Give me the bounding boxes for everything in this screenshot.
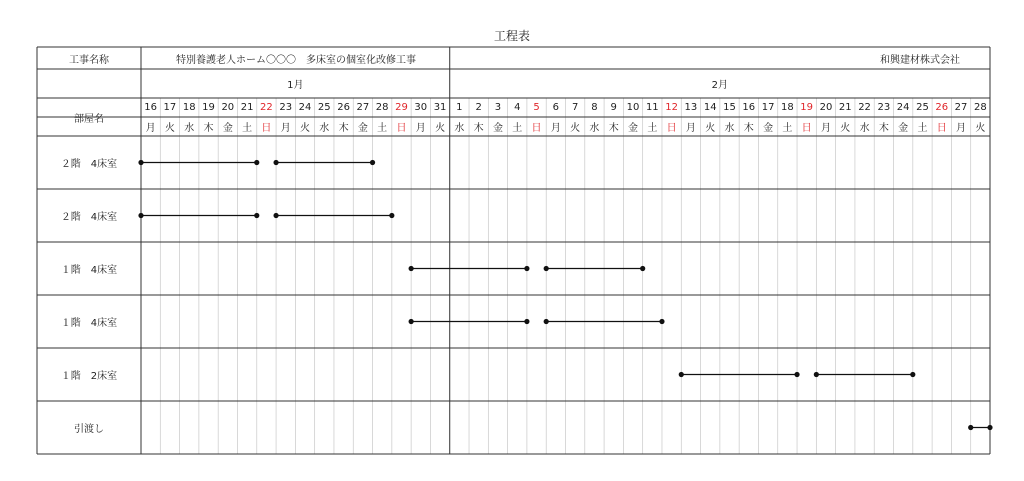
- weekday-label: 木: [608, 123, 619, 134]
- weekday-label: 火: [840, 123, 851, 134]
- day-number: 20: [819, 102, 833, 113]
- weekday-label: 木: [203, 123, 214, 134]
- day-number: 21: [838, 102, 852, 113]
- day-number: 17: [761, 102, 775, 113]
- weekday-label: 金: [357, 123, 368, 134]
- company-name: 和興建材株式会社: [880, 54, 960, 66]
- weekday-label: 木: [338, 123, 349, 134]
- day-number: 5: [533, 102, 540, 113]
- day-number: 22: [858, 102, 871, 113]
- day-number: 14: [703, 102, 717, 113]
- day-number: 11: [645, 102, 659, 113]
- weekday-label: 日: [396, 123, 407, 134]
- weekday-label: 日: [261, 123, 272, 134]
- weekday-label: 金: [628, 123, 639, 134]
- weekday-label: 日: [666, 123, 677, 134]
- day-number: 4: [514, 102, 521, 113]
- weekday-label: 月: [956, 123, 967, 134]
- room-name: ２階 4床室: [60, 159, 118, 170]
- weekday-label: 水: [859, 123, 870, 134]
- month-label: 1月: [287, 80, 304, 91]
- day-number: 23: [279, 102, 293, 113]
- room-name: １階 4床室: [60, 265, 118, 276]
- weekday-label: 金: [222, 123, 233, 134]
- day-number: 19: [800, 102, 814, 113]
- day-number: 26: [935, 102, 949, 113]
- weekday-label: 月: [685, 123, 696, 134]
- room-name: １階 2床室: [60, 371, 118, 382]
- weekday-label: 水: [454, 123, 465, 134]
- room-name: 引渡し: [74, 424, 104, 435]
- weekday-label: 月: [415, 123, 426, 134]
- weekday-label: 水: [184, 123, 195, 134]
- weekday-label: 木: [743, 123, 754, 134]
- weekday-label: 月: [145, 123, 156, 134]
- day-number: 24: [298, 102, 312, 113]
- weekday-label: 木: [473, 123, 484, 134]
- day-number: 28: [375, 102, 389, 113]
- day-number: 15: [723, 102, 736, 113]
- day-number: 26: [337, 102, 350, 113]
- day-number: 13: [684, 102, 698, 113]
- day-number: 21: [240, 102, 254, 113]
- room-name: ２階 4床室: [60, 212, 118, 223]
- weekday-label: 日: [531, 123, 542, 134]
- day-number: 6: [552, 102, 560, 113]
- weekday-label: 金: [763, 123, 774, 134]
- weekday-label: 火: [570, 123, 581, 134]
- weekday-label: 土: [647, 123, 658, 134]
- day-number: 29: [395, 102, 408, 113]
- day-number: 18: [781, 102, 794, 113]
- weekday-label: 水: [724, 123, 735, 134]
- weekday-label: 火: [975, 123, 986, 134]
- weekday-label: 火: [435, 123, 446, 134]
- day-number: 27: [954, 102, 968, 113]
- day-number: 22: [260, 102, 273, 113]
- room-name: １階 4床室: [60, 318, 118, 329]
- project-label: 工事名称: [69, 54, 109, 66]
- weekday-label: 日: [936, 123, 947, 134]
- day-number: 3: [494, 102, 502, 113]
- weekday-label: 土: [917, 123, 928, 134]
- weekday-label: 月: [550, 123, 561, 134]
- day-number: 20: [221, 102, 235, 113]
- weekday-label: 日: [801, 123, 812, 134]
- day-number: 27: [356, 102, 370, 113]
- day-number: 25: [317, 102, 331, 113]
- weekday-label: 水: [589, 123, 600, 134]
- day-number: 28: [973, 102, 987, 113]
- weekday-label: 木: [878, 123, 889, 134]
- weekday-label: 金: [898, 123, 909, 134]
- day-number: 16: [742, 102, 756, 113]
- day-number: 10: [626, 102, 640, 113]
- day-number: 25: [916, 102, 929, 113]
- day-number: 8: [591, 102, 598, 113]
- weekday-label: 月: [820, 123, 831, 134]
- day-number: 31: [433, 102, 447, 113]
- day-number: 18: [182, 102, 196, 113]
- day-number: 1: [456, 102, 463, 113]
- weekday-label: 金: [492, 123, 503, 134]
- project-name: 特別養護老人ホーム〇〇〇 多床室の個室化改修工事: [176, 54, 416, 66]
- day-number: 17: [163, 102, 177, 113]
- weekday-label: 火: [705, 123, 716, 134]
- day-number: 9: [610, 102, 617, 113]
- weekday-label: 土: [242, 123, 253, 134]
- day-number: 7: [571, 102, 579, 113]
- month-label: 2月: [711, 80, 729, 91]
- day-number: 12: [665, 102, 678, 113]
- weekday-label: 月: [280, 123, 291, 134]
- weekday-label: 土: [782, 123, 793, 134]
- weekday-label: 水: [319, 123, 330, 134]
- weekday-label: 火: [300, 123, 310, 134]
- weekday-label: 火: [164, 123, 175, 134]
- day-number: 23: [877, 102, 891, 113]
- day-number: 16: [144, 102, 157, 113]
- weekday-label: 土: [512, 123, 523, 134]
- day-number: 19: [202, 102, 215, 113]
- day-number: 2: [475, 102, 482, 113]
- day-number: 30: [414, 102, 428, 113]
- day-number: 24: [896, 102, 910, 113]
- sheet-title: 工程表: [493, 29, 530, 43]
- room-column-header: 部屋名: [74, 113, 104, 125]
- weekday-label: 土: [377, 123, 388, 134]
